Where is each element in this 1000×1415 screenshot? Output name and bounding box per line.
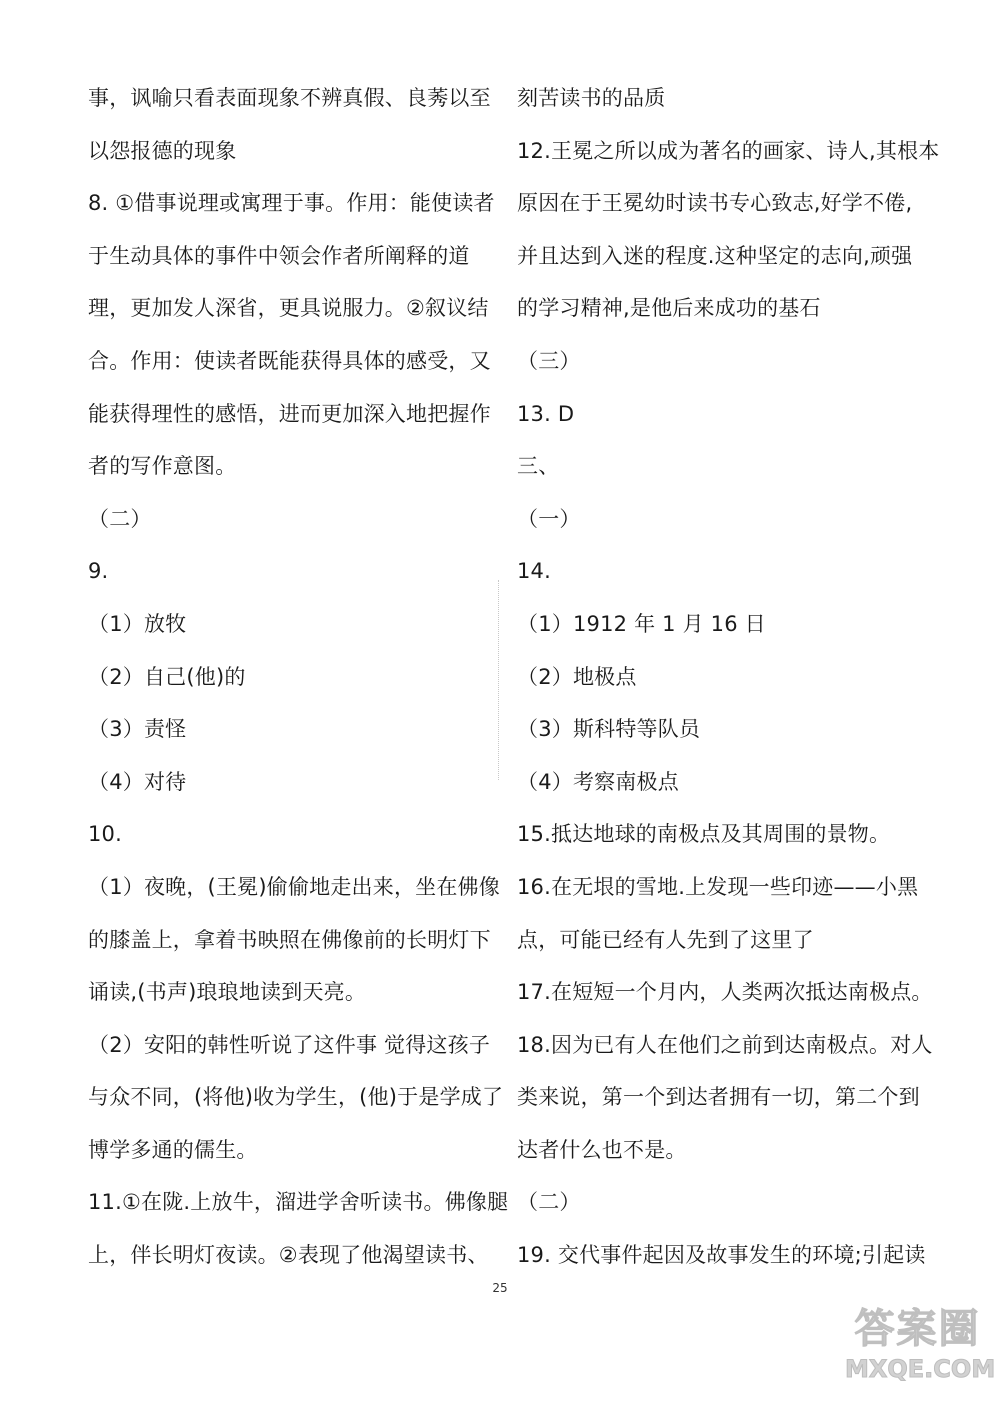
text-line: 点，可能已经有人先到了这里了	[517, 927, 814, 952]
right-column	[517, 72, 940, 1282]
text-line: （1）放牧	[88, 611, 187, 636]
text-line: （4）考察南极点	[517, 769, 679, 794]
text-line: 18.因为已有人在他们之前到达南极点。对人	[517, 1032, 933, 1057]
text-line: （4）对待	[88, 769, 187, 794]
text-line: 合。作用：使读者既能获得具体的感受，又	[88, 348, 491, 373]
text-line: 于生动具体的事件中领会作者所阐释的道	[88, 243, 470, 268]
text-line: 11.①在陇.上放牛，溜进学舍听读书。佛像腿	[88, 1190, 509, 1215]
text-line: （2）地极点	[517, 664, 637, 689]
text-line: 与众不同，(将他)收为学生，(他)于是学成了	[88, 1085, 504, 1110]
watermark-domain: MXQE.COM	[845, 1355, 996, 1383]
text-line: 类来说，第一个到达者拥有一切，第二个到	[517, 1085, 920, 1110]
text-line: （1）1912 年 1 月 16 日	[517, 611, 766, 636]
text-line: 达者什么也不是。	[517, 1137, 687, 1162]
text-line: 事，讽喻只看表面现象不辨真假、良莠以至	[88, 86, 491, 110]
column-divider	[498, 580, 499, 780]
text-line: 13. D	[517, 401, 575, 426]
text-line: 14.	[517, 559, 551, 584]
text-line: （2）自己(他)的	[88, 664, 246, 689]
text-line: 的学习精神,是他后来成功的基石	[517, 296, 821, 321]
text-line: 博学多通的儒生。	[88, 1137, 258, 1162]
text-line: （三）	[517, 348, 581, 373]
text-line: （一）	[517, 506, 581, 531]
text-line: 10.	[88, 822, 122, 847]
text-line: （二）	[88, 506, 152, 531]
text-line: 刻苦读书的品质	[517, 86, 666, 110]
text-line: 能获得理性的感悟，进而更加深入地把握作	[88, 401, 491, 426]
text-line: 的膝盖上，拿着书映照在佛像前的长明灯下	[88, 927, 491, 952]
text-line: 以怨报德的现象	[88, 138, 237, 163]
text-line: 原因在于王冕幼时读书专心致志,好学不倦,	[517, 191, 913, 216]
text-line: 上，伴长明灯夜读。②表现了他渴望读书、	[88, 1243, 489, 1268]
text-line: 者的写作意图。	[88, 454, 237, 479]
left-column	[88, 72, 509, 1282]
text-line: 8. ①借事说理或寓理于事。作用：能使读者	[88, 191, 495, 216]
text-line: 12.王冕之所以成为著名的画家、诗人,其根本	[517, 138, 940, 163]
text-line: （3）责怪	[88, 717, 187, 742]
text-line: （2）安阳的韩性听说了这件事 觉得这孩子	[88, 1032, 491, 1057]
text-line: （1）夜晚，(王冕)偷偷地走出来，坐在佛像	[88, 874, 500, 899]
watermark-logo	[845, 1297, 996, 1407]
text-line: 三、	[517, 454, 560, 479]
text-line: 并且达到入迷的程度.这种坚定的志向,顽强	[517, 243, 913, 268]
text-line: 9.	[88, 559, 109, 584]
text-line: 17.在短短一个月内，人类两次抵达南极点。	[517, 980, 933, 1005]
page-number: 25	[492, 1281, 508, 1295]
text-line: 19. 交代事件起因及故事发生的环境;引起读	[517, 1243, 926, 1268]
watermark-brand: 答案圈	[854, 1306, 981, 1352]
text-line: 16.在无垠的雪地.上发现一些印迹——小黑	[517, 874, 919, 899]
text-line: 15.抵达地球的南极点及其周围的景物。	[517, 822, 891, 847]
text-line: 理，更加发人深省，更具说服力。②叙议结	[88, 296, 489, 321]
text-line: 诵读,(书声)琅琅地读到天亮。	[88, 980, 367, 1005]
text-line: （二）	[517, 1190, 581, 1215]
text-line: （3）斯科特等队员	[517, 717, 701, 742]
